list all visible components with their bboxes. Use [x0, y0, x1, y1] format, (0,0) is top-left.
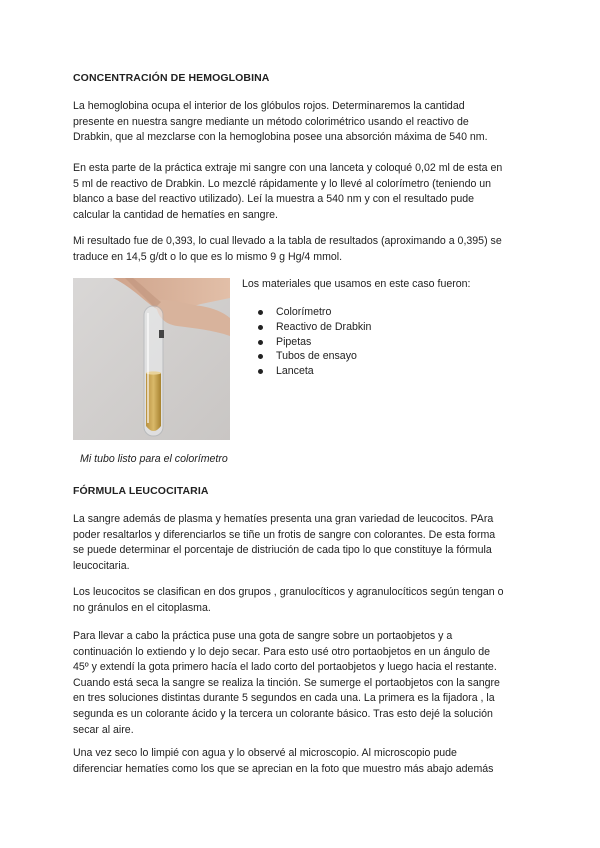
photo-caption: Mi tubo listo para el colorímetro	[80, 453, 228, 465]
test-tube-illustration	[73, 278, 230, 440]
text-line: en tres soluciones distintas durante 5 segundos en cada una. La primera es la fijadora , la	[73, 692, 495, 705]
material-label: Reactivo de Drabkin	[276, 320, 372, 333]
materials-list	[258, 305, 371, 379]
material-label: Pipetas	[276, 335, 312, 348]
section-title-formula-leucocitaria: FÓRMULA LEUCOCITARIA	[73, 485, 209, 497]
bullet-icon	[258, 354, 263, 359]
material-label: Lanceta	[276, 365, 314, 378]
paragraph-leucocitos-procedimiento	[73, 629, 533, 738]
text-line: Los leucocitos se clasifican en dos grupos , granulocíticos y agranulocíticos según tengan o	[73, 586, 504, 598]
text-line: continuación lo extiendo y lo dejo secar. Para esto usé otro portaobjetos en un ángulo de	[73, 645, 490, 658]
material-label: Tubos de ensayo	[276, 350, 357, 363]
text-line: 5 ml de reactivo de Drabkin. Lo mezclé rápidamente y lo llevé al colorímetro (teniendo un	[73, 177, 492, 190]
list-item	[258, 320, 371, 335]
text-line: blanco a base del reactivo utilizado). Leí la muestra a 540 nm y con el resultado pude	[73, 193, 475, 206]
text-line: se puede determinar el porcentaje de distriución de cada tipo lo que constituye la fórmula	[73, 544, 492, 557]
text-line: no gránulos en el citoplasma.	[73, 601, 211, 614]
list-item	[258, 305, 371, 320]
bullet-icon	[258, 340, 263, 345]
text-line: traduce en 14,5 g/dt o lo que es lo mismo 9 g Hg/4 mmol.	[73, 250, 343, 263]
paragraph-leucocitos-clasificacion	[73, 585, 533, 616]
bullet-icon	[258, 325, 263, 330]
list-item	[258, 349, 371, 364]
text-line: poder resaltarlos y diferenciarlos se tiñe un frotis de sangre con colorantes. De esta forma	[73, 528, 496, 541]
test-tube-photo	[73, 278, 230, 440]
text-line: secar al aire.	[73, 723, 134, 736]
text-line: Para llevar a cabo la práctica puse una gota de sangre sobre un portaobjetos y a	[73, 630, 453, 642]
text-line: La sangre además de plasma y hematíes presenta una gran variedad de leucocitos. PAra	[73, 513, 494, 525]
paragraph-hemoglobina-result	[73, 234, 533, 265]
text-line: 45º y extendí la gota primero hacía el lado corto del portaobjetos y luego hacia el restante.	[73, 661, 497, 674]
text-line: calcular la cantidad de hematíes en sangre.	[73, 208, 278, 221]
text-line: Una vez seco lo limpié con agua y lo observé al microscopio. Al microscopio pude	[73, 747, 457, 759]
text-line: Cuando está seca la sangre se realiza la tinción. Se sumerge el portaobjetos con la sangre	[73, 676, 500, 689]
section-title-hemoglobina: CONCENTRACIÓN DE HEMOGLOBINA	[73, 72, 270, 84]
paragraph-leucocitos-intro	[73, 512, 533, 574]
paragraph-hemoglobina-intro	[73, 99, 533, 146]
paragraph-leucocitos-observacion	[73, 746, 533, 777]
paragraph-hemoglobina-procedure	[73, 161, 533, 223]
list-item	[258, 335, 371, 350]
text-line: La hemoglobina ocupa el interior de los glóbulos rojos. Determinaremos la cantidad	[73, 100, 465, 112]
bullet-icon	[258, 310, 263, 315]
list-item	[258, 364, 371, 379]
text-line: leucocitaria.	[73, 559, 130, 572]
text-line: En esta parte de la práctica extraje mi sangre con una lanceta y coloqué 0,02 ml de esta en	[73, 162, 503, 174]
material-label: Colorímetro	[276, 306, 332, 318]
text-line: diferenciar hematíes como los que se aprecian en la foto que muestro más abajo además	[73, 762, 494, 775]
text-line: Mi resultado fue de 0,393, lo cual llevado a la tabla de resultados (aproximando a 0,395) se	[73, 235, 502, 247]
text-line: presente en nuestra sangre mediante un método colorimétrico usando el reactivo de	[73, 115, 469, 128]
text-line: Drabkin, que al mezclarse con la hemoglobina posee una absorción máxima de 540 nm.	[73, 131, 488, 144]
text-line: segunda es un colorante ácido y la tercera un colorante básico. Tras esto dejé la solución	[73, 707, 493, 720]
materials-intro: Los materiales que usamos en este caso fueron:	[242, 278, 471, 290]
bullet-icon	[258, 369, 263, 374]
